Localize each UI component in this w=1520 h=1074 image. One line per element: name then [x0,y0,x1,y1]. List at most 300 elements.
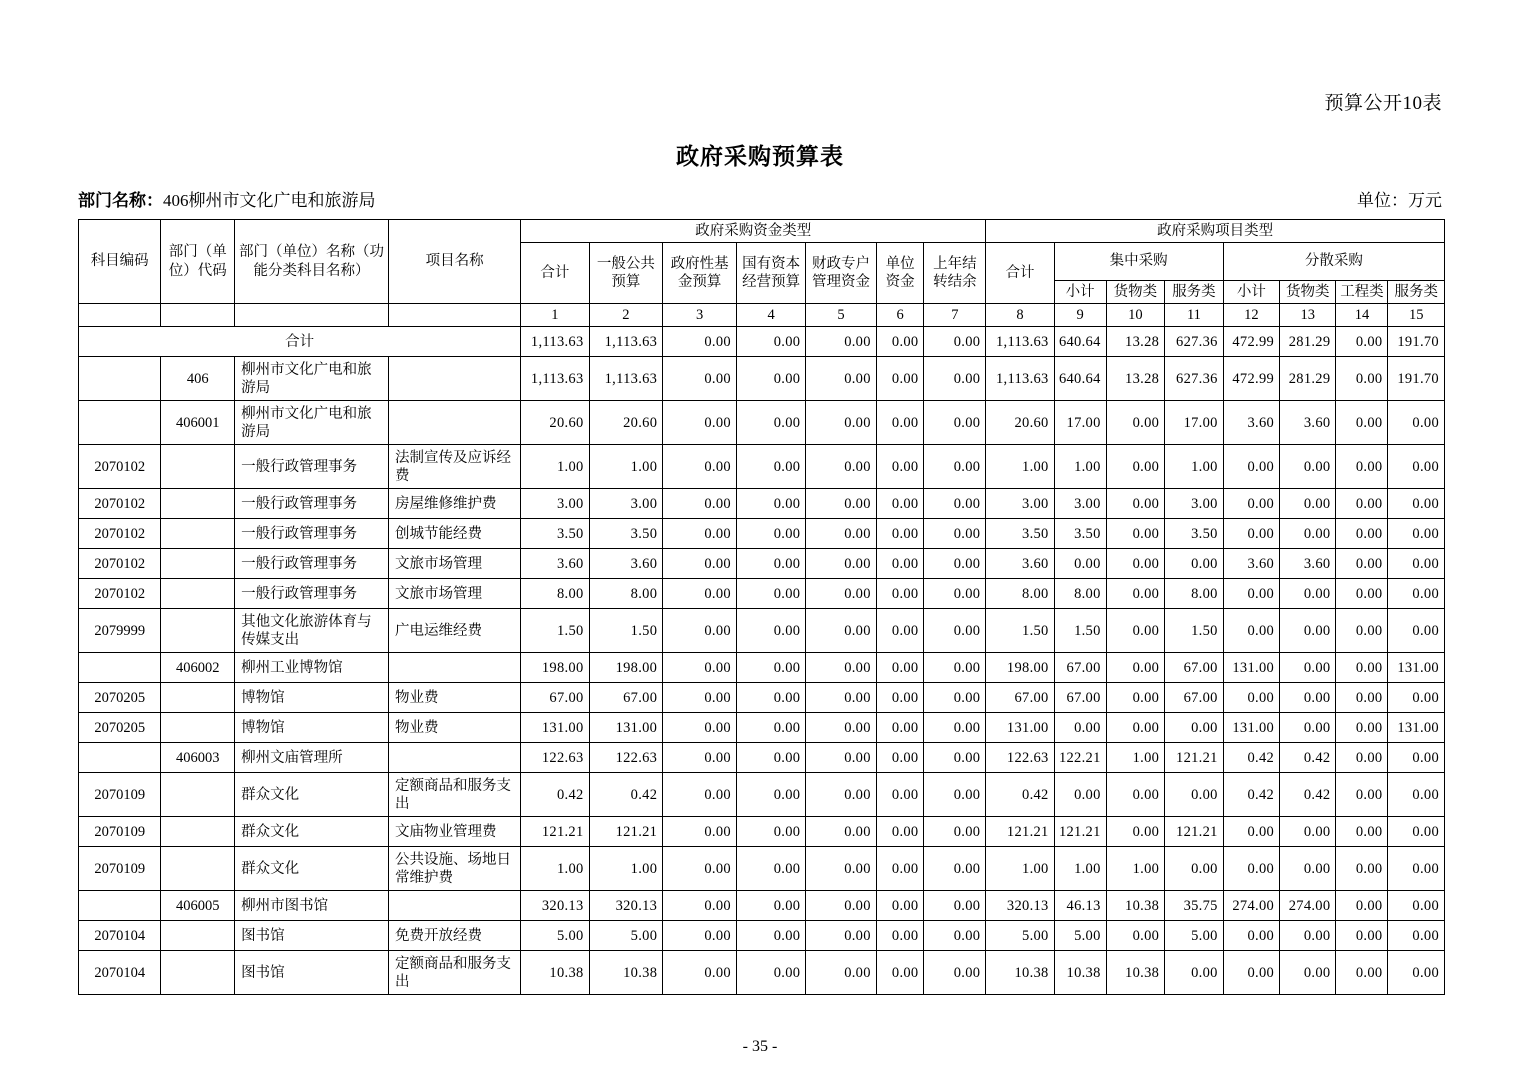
cell-code [79,401,161,445]
cell-d-project: 0.00 [1336,653,1388,683]
cell-c-subtotal: 67.00 [1054,683,1106,713]
cell-total2: 1.00 [986,847,1054,891]
cell-project-name [389,743,521,773]
cell-total2: 0.42 [986,773,1054,817]
cell-c-service: 67.00 [1165,653,1224,683]
colnum-5: 5 [806,304,876,327]
cell-dept-code [161,773,235,817]
table-body [79,327,1445,995]
cell-unit-fund: 0.00 [876,519,924,549]
cell-d-subtotal: 0.00 [1223,519,1279,549]
cell-d-service: 0.00 [1388,489,1445,519]
cell-special-account: 0.00 [806,713,876,743]
colnum-blank-3 [235,304,389,327]
cell-dept-name: 群众文化 [235,773,389,817]
cell-d-goods: 0.42 [1280,743,1336,773]
cell-d-service: 0.00 [1388,773,1445,817]
cell-c-goods: 13.28 [1106,327,1165,357]
cell-total2: 1.50 [986,609,1054,653]
cell-c-service: 8.00 [1165,579,1224,609]
cell-d-service: 0.00 [1388,683,1445,713]
col-header-centralized-subtotal: 小计 [1054,280,1106,303]
cell-special-account: 0.00 [806,773,876,817]
cell-project-name: 广电运维经费 [389,609,521,653]
cell-d-subtotal: 0.00 [1223,951,1279,995]
cell-d-subtotal: 0.00 [1223,817,1279,847]
cell-c-goods: 0.00 [1106,489,1165,519]
cell-total1: 3.50 [521,519,589,549]
cell-d-service: 0.00 [1388,445,1445,489]
cell-total2: 121.21 [986,817,1054,847]
colnum-4: 4 [736,304,805,327]
cell-special-account: 0.00 [806,847,876,891]
cell-dept-code: 406002 [161,653,235,683]
cell-state-capital: 0.00 [736,327,805,357]
colnum-3: 3 [663,304,737,327]
cell-d-goods: 274.00 [1280,891,1336,921]
table-row [79,847,1445,891]
cell-unit-fund: 0.00 [876,713,924,743]
cell-unit-fund: 0.00 [876,327,924,357]
col-header-dept-code: 部门（单位）代码 [161,220,235,304]
cell-special-account: 0.00 [806,519,876,549]
cell-code: 2070102 [79,579,161,609]
cell-dept-code [161,951,235,995]
cell-d-project: 0.00 [1336,609,1388,653]
cell-d-service: 131.00 [1388,713,1445,743]
cell-unit-fund: 0.00 [876,683,924,713]
department-value: 406柳州市文化广电和旅游局 [163,191,376,210]
cell-code [79,891,161,921]
cell-d-goods: 0.00 [1280,817,1336,847]
cell-gov-fund: 0.00 [663,549,737,579]
table-row [79,519,1445,549]
cell-d-subtotal: 3.60 [1223,401,1279,445]
cell-gov-fund: 0.00 [663,951,737,995]
cell-total1: 8.00 [521,579,589,609]
group-header-project-type: 政府采购项目类型 [986,220,1445,243]
cell-total2: 122.63 [986,743,1054,773]
cell-dept-name: 柳州市文化广电和旅游局 [235,401,389,445]
cell-unit-fund: 0.00 [876,743,924,773]
cell-d-goods: 0.00 [1280,519,1336,549]
colnum-10: 10 [1106,304,1165,327]
cell-state-capital: 0.00 [736,401,805,445]
cell-c-service: 121.21 [1165,817,1224,847]
cell-code [79,743,161,773]
cell-public-budget: 320.13 [589,891,663,921]
cell-gov-fund: 0.00 [663,817,737,847]
cell-gov-fund: 0.00 [663,653,737,683]
colnum-8: 8 [986,304,1054,327]
department-line [78,186,376,211]
cell-unit-fund: 0.00 [876,773,924,817]
table-header-row-1 [79,220,1445,243]
table-row [79,743,1445,773]
cell-c-goods: 0.00 [1106,549,1165,579]
table-row [79,683,1445,713]
cell-d-goods: 281.29 [1280,327,1336,357]
cell-d-project: 0.00 [1336,951,1388,995]
col-header-decentralized-subtotal: 小计 [1223,280,1279,303]
col-header-dept-name: 部门（单位）名称（功能分类科目名称） [235,220,389,304]
cell-carryover: 0.00 [924,713,986,743]
cell-project-name: 公共设施、场地日常维护费 [389,847,521,891]
cell-gov-fund: 0.00 [663,847,737,891]
cell-state-capital: 0.00 [736,891,805,921]
cell-public-budget: 8.00 [589,579,663,609]
cell-d-service: 0.00 [1388,519,1445,549]
cell-code [79,653,161,683]
cell-c-goods: 0.00 [1106,579,1165,609]
cell-gov-fund: 0.00 [663,445,737,489]
cell-dept-name: 图书馆 [235,921,389,951]
cell-total2: 67.00 [986,683,1054,713]
table-row-total [79,327,1445,357]
cell-d-subtotal: 3.60 [1223,549,1279,579]
cell-dept-code [161,847,235,891]
page-number: - 35 - [742,1038,778,1055]
cell-state-capital: 0.00 [736,743,805,773]
cell-project-name [389,357,521,401]
colnum-12: 12 [1223,304,1279,327]
cell-public-budget: 1.00 [589,847,663,891]
cell-c-subtotal: 0.00 [1054,549,1106,579]
cell-total1: 5.00 [521,921,589,951]
cell-special-account: 0.00 [806,653,876,683]
cell-c-subtotal: 3.00 [1054,489,1106,519]
cell-unit-fund: 0.00 [876,653,924,683]
col-header-state-capital: 国有资本经营预算 [736,243,805,304]
cell-c-subtotal: 0.00 [1054,713,1106,743]
cell-d-subtotal: 472.99 [1223,357,1279,401]
cell-c-goods: 10.38 [1106,951,1165,995]
cell-total1: 320.13 [521,891,589,921]
cell-c-subtotal: 67.00 [1054,653,1106,683]
cell-c-subtotal: 3.50 [1054,519,1106,549]
cell-total1: 131.00 [521,713,589,743]
cell-state-capital: 0.00 [736,519,805,549]
cell-special-account: 0.00 [806,401,876,445]
group-header-centralized: 集中采购 [1054,243,1223,281]
row-label-total: 合计 [79,327,521,357]
cell-gov-fund: 0.00 [663,357,737,401]
cell-d-project: 0.00 [1336,773,1388,817]
col-header-special-account: 财政专户管理资金 [806,243,876,304]
cell-dept-code [161,713,235,743]
cell-c-service: 67.00 [1165,683,1224,713]
cell-c-service: 0.00 [1165,549,1224,579]
cell-carryover: 0.00 [924,743,986,773]
cell-code: 2070109 [79,817,161,847]
cell-public-budget: 198.00 [589,653,663,683]
cell-special-account: 0.00 [806,489,876,519]
cell-d-service: 0.00 [1388,847,1445,891]
cell-c-subtotal: 46.13 [1054,891,1106,921]
cell-d-project: 0.00 [1336,921,1388,951]
cell-dept-name: 群众文化 [235,847,389,891]
cell-public-budget: 1,113.63 [589,357,663,401]
cell-gov-fund: 0.00 [663,609,737,653]
cell-c-service: 0.00 [1165,713,1224,743]
cell-d-project: 0.00 [1336,743,1388,773]
table-row [79,921,1445,951]
cell-code: 2070104 [79,921,161,951]
cell-c-subtotal: 1.00 [1054,445,1106,489]
cell-total2: 1,113.63 [986,327,1054,357]
cell-total2: 1.00 [986,445,1054,489]
table-row [79,773,1445,817]
cell-code: 2070102 [79,549,161,579]
cell-gov-fund: 0.00 [663,519,737,549]
cell-d-service: 0.00 [1388,401,1445,445]
col-header-gov-fund: 政府性基金预算 [663,243,737,304]
cell-special-account: 0.00 [806,445,876,489]
cell-total2: 1,113.63 [986,357,1054,401]
group-header-decentralized: 分散采购 [1223,243,1444,281]
cell-unit-fund: 0.00 [876,921,924,951]
cell-c-goods: 0.00 [1106,773,1165,817]
colnum-blank-4 [389,304,521,327]
cell-d-subtotal: 472.99 [1223,327,1279,357]
cell-c-goods: 13.28 [1106,357,1165,401]
cell-gov-fund: 0.00 [663,773,737,817]
cell-d-service: 191.70 [1388,357,1445,401]
cell-d-goods: 0.42 [1280,773,1336,817]
cell-c-service: 1.00 [1165,445,1224,489]
cell-dept-code [161,549,235,579]
cell-d-goods: 3.60 [1280,549,1336,579]
table-row [79,653,1445,683]
cell-public-budget: 5.00 [589,921,663,951]
cell-total1: 121.21 [521,817,589,847]
cell-d-service: 0.00 [1388,609,1445,653]
cell-public-budget: 122.63 [589,743,663,773]
cell-c-subtotal: 8.00 [1054,579,1106,609]
cell-dept-name: 柳州工业博物馆 [235,653,389,683]
cell-state-capital: 0.00 [736,847,805,891]
cell-state-capital: 0.00 [736,773,805,817]
cell-d-project: 0.00 [1336,713,1388,743]
col-header-unit-fund: 单位资金 [876,243,924,304]
cell-total2: 320.13 [986,891,1054,921]
cell-gov-fund: 0.00 [663,921,737,951]
cell-project-name: 文旅市场管理 [389,579,521,609]
cell-public-budget: 3.50 [589,519,663,549]
cell-total2: 5.00 [986,921,1054,951]
cell-c-goods: 10.38 [1106,891,1165,921]
cell-dept-code [161,683,235,713]
cell-gov-fund: 0.00 [663,891,737,921]
cell-d-project: 0.00 [1336,847,1388,891]
cell-d-service: 0.00 [1388,921,1445,951]
cell-c-goods: 0.00 [1106,921,1165,951]
cell-c-service: 3.00 [1165,489,1224,519]
table-row [79,817,1445,847]
cell-total2: 198.00 [986,653,1054,683]
cell-c-goods: 1.00 [1106,743,1165,773]
cell-total2: 20.60 [986,401,1054,445]
cell-project-name [389,891,521,921]
cell-code [79,357,161,401]
cell-d-service: 0.00 [1388,549,1445,579]
cell-unit-fund: 0.00 [876,951,924,995]
cell-d-goods: 3.60 [1280,401,1336,445]
cell-c-subtotal: 1.00 [1054,847,1106,891]
cell-total2: 3.00 [986,489,1054,519]
cell-d-subtotal: 131.00 [1223,713,1279,743]
cell-project-name: 房屋维修维护费 [389,489,521,519]
cell-d-service: 0.00 [1388,743,1445,773]
cell-dept-name: 柳州市文化广电和旅游局 [235,357,389,401]
cell-total1: 1.00 [521,847,589,891]
cell-total1: 198.00 [521,653,589,683]
table-row [79,401,1445,445]
cell-c-service: 0.00 [1165,773,1224,817]
cell-c-service: 627.36 [1165,357,1224,401]
cell-c-goods: 0.00 [1106,609,1165,653]
cell-dept-code: 406 [161,357,235,401]
cell-total1: 10.38 [521,951,589,995]
cell-special-account: 0.00 [806,743,876,773]
cell-unit-fund: 0.00 [876,445,924,489]
cell-d-subtotal: 0.00 [1223,847,1279,891]
cell-c-subtotal: 640.64 [1054,357,1106,401]
cell-dept-name: 一般行政管理事务 [235,549,389,579]
cell-total2: 131.00 [986,713,1054,743]
cell-special-account: 0.00 [806,683,876,713]
colnum-14: 14 [1336,304,1388,327]
cell-total1: 67.00 [521,683,589,713]
cell-d-goods: 281.29 [1280,357,1336,401]
colnum-blank-1 [79,304,161,327]
cell-dept-name: 群众文化 [235,817,389,847]
cell-project-name [389,401,521,445]
cell-carryover: 0.00 [924,489,986,519]
cell-state-capital: 0.00 [736,445,805,489]
cell-project-name [389,653,521,683]
column-number-row [79,304,1445,327]
cell-dept-name: 柳州文庙管理所 [235,743,389,773]
cell-d-goods: 0.00 [1280,609,1336,653]
form-number-label: 预算公开10表 [1324,93,1442,114]
cell-d-subtotal: 274.00 [1223,891,1279,921]
cell-carryover: 0.00 [924,357,986,401]
cell-c-subtotal: 640.64 [1054,327,1106,357]
cell-gov-fund: 0.00 [663,327,737,357]
cell-public-budget: 1,113.63 [589,327,663,357]
col-header-public-budget: 一般公共预算 [589,243,663,304]
cell-total1: 0.42 [521,773,589,817]
cell-public-budget: 1.00 [589,445,663,489]
cell-special-account: 0.00 [806,609,876,653]
cell-public-budget: 1.50 [589,609,663,653]
cell-project-name: 文庙物业管理费 [389,817,521,847]
cell-special-account: 0.00 [806,817,876,847]
cell-d-goods: 0.00 [1280,847,1336,891]
cell-c-service: 121.21 [1165,743,1224,773]
cell-code: 2070104 [79,951,161,995]
cell-d-goods: 0.00 [1280,683,1336,713]
cell-code: 2070205 [79,683,161,713]
cell-carryover: 0.00 [924,921,986,951]
cell-state-capital: 0.00 [736,579,805,609]
cell-gov-fund: 0.00 [663,683,737,713]
cell-carryover: 0.00 [924,683,986,713]
cell-c-subtotal: 122.21 [1054,743,1106,773]
cell-code: 2070109 [79,773,161,817]
cell-unit-fund: 0.00 [876,609,924,653]
cell-c-service: 0.00 [1165,951,1224,995]
cell-c-service: 1.50 [1165,609,1224,653]
cell-d-subtotal: 131.00 [1223,653,1279,683]
cell-d-service: 0.00 [1388,891,1445,921]
cell-state-capital: 0.00 [736,713,805,743]
cell-unit-fund: 0.00 [876,891,924,921]
cell-carryover: 0.00 [924,327,986,357]
cell-d-goods: 0.00 [1280,445,1336,489]
cell-gov-fund: 0.00 [663,489,737,519]
cell-code: 2070205 [79,713,161,743]
cell-project-name: 创城节能经费 [389,519,521,549]
cell-dept-code: 406001 [161,401,235,445]
cell-project-name: 免费开放经费 [389,921,521,951]
cell-state-capital: 0.00 [736,951,805,995]
cell-c-goods: 0.00 [1106,401,1165,445]
cell-d-project: 0.00 [1336,489,1388,519]
cell-dept-name: 一般行政管理事务 [235,489,389,519]
page-title: 政府采购预算表 [676,144,844,169]
table-row [79,489,1445,519]
colnum-7: 7 [924,304,986,327]
cell-dept-code [161,921,235,951]
cell-unit-fund: 0.00 [876,817,924,847]
cell-total1: 1.50 [521,609,589,653]
cell-total2: 3.50 [986,519,1054,549]
cell-d-subtotal: 0.00 [1223,683,1279,713]
cell-c-service: 3.50 [1165,519,1224,549]
cell-c-service: 35.75 [1165,891,1224,921]
col-header-code: 科目编码 [79,220,161,304]
cell-d-goods: 0.00 [1280,653,1336,683]
col-header-carryover: 上年结转结余 [924,243,986,304]
cell-state-capital: 0.00 [736,357,805,401]
unit-label: 单位：万元 [1357,191,1442,210]
col-header-total2: 合计 [986,243,1054,304]
cell-state-capital: 0.00 [736,817,805,847]
colnum-15: 15 [1388,304,1445,327]
cell-c-goods: 0.00 [1106,713,1165,743]
cell-gov-fund: 0.00 [663,401,737,445]
table-row [79,445,1445,489]
table-row [79,891,1445,921]
cell-d-service: 0.00 [1388,951,1445,995]
cell-public-budget: 3.00 [589,489,663,519]
cell-gov-fund: 0.00 [663,743,737,773]
cell-unit-fund: 0.00 [876,357,924,401]
cell-state-capital: 0.00 [736,609,805,653]
cell-total1: 3.00 [521,489,589,519]
cell-dept-name: 一般行政管理事务 [235,445,389,489]
cell-d-project: 0.00 [1336,327,1388,357]
cell-unit-fund: 0.00 [876,549,924,579]
cell-c-goods: 0.00 [1106,683,1165,713]
cell-d-project: 0.00 [1336,579,1388,609]
cell-dept-code [161,817,235,847]
cell-d-project: 0.00 [1336,401,1388,445]
cell-dept-name: 柳州市图书馆 [235,891,389,921]
colnum-6: 6 [876,304,924,327]
